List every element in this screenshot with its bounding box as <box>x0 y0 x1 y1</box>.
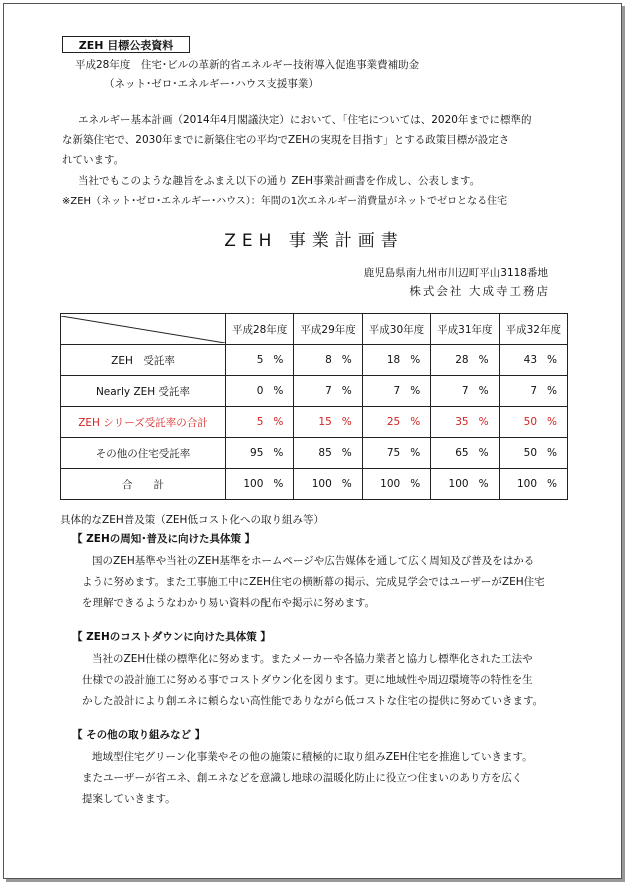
table-cell: 85 % <box>294 438 362 469</box>
table-cell: 75 % <box>362 438 430 469</box>
intro-line: エネルギー基本計画（2014年4月閣議決定）において、「住宅については、2020年までに標準的 <box>78 114 532 126</box>
table-row <box>61 345 568 376</box>
table-cell: 65 % <box>431 438 499 469</box>
table-row-highlight <box>61 407 568 438</box>
section-heading: 【 ZEHの周知･普及に向けた具体策 】 <box>72 533 256 545</box>
diagonal-line <box>61 316 225 343</box>
year-header: 平成28年度 <box>226 314 294 345</box>
section-line: 地域型住宅グリーン化事業やその他の施策に積極的に取り組みZEH住宅を推進していきます。 <box>92 751 533 763</box>
year-header: 平成31年度 <box>431 314 499 345</box>
table-cell: 5 % <box>226 407 294 438</box>
document-tag: ZEH 目標公表資料 <box>62 36 190 53</box>
intro-line: 当社でもこのような趣旨をふまえ以下の通り ZEH事業計画書を作成し、公表します。 <box>78 175 481 187</box>
company-name: 株式会社 大成寺工務店 <box>409 284 550 298</box>
page-title: ZEH 事業計画書 <box>224 231 404 251</box>
zeh-definition-note: ※ZEH（ネット･ゼロ･エネルギー･ハウス）：年間の1次エネルギー消費量がネットでゼロとなる住宅 <box>62 196 508 207</box>
table-cell: 7 % <box>362 376 430 407</box>
table-cell: 100 % <box>362 469 430 500</box>
table-row <box>61 438 568 469</box>
table-cell: 7 % <box>294 376 362 407</box>
table-header-row <box>61 314 568 345</box>
section-line: 提案していきます。 <box>82 793 176 805</box>
company-address: 鹿児島県南九州市川辺町平山3118番地 <box>363 267 548 279</box>
intro-line: な新築住宅で、2030年までに新築住宅の平均でZEHの実現を目指す」とする政策目標が設定さ <box>62 134 510 146</box>
row-label: ZEH 受託率 <box>61 345 226 376</box>
table-cell: 50 % <box>499 407 567 438</box>
section-line: またユーザーが省エネ、創エネなどを意識し地球の温暖化防止に役立つ住まいのあり方を広く <box>82 772 523 784</box>
table-cell: 25 % <box>362 407 430 438</box>
zeh-plan-table <box>60 313 568 500</box>
table-cell: 95 % <box>226 438 294 469</box>
intro-line: れています。 <box>62 154 125 166</box>
table-cell: 100 % <box>499 469 567 500</box>
table-row <box>61 376 568 407</box>
section-heading: 【 その他の取り組みなど 】 <box>72 729 206 741</box>
table-cell: 28 % <box>431 345 499 376</box>
table-row-total <box>61 469 568 500</box>
table-cell: 15 % <box>294 407 362 438</box>
year-header: 平成29年度 <box>294 314 362 345</box>
table-cell: 7 % <box>431 376 499 407</box>
section-line: ように努めます。また工事施工中にZEH住宅の横断幕の掲示、完成見学会ではユーザーがZEH住宅 <box>82 576 545 588</box>
table-cell: 5 % <box>226 345 294 376</box>
row-label: 合 計 <box>61 469 226 500</box>
table-cell: 8 % <box>294 345 362 376</box>
table-cell: 35 % <box>431 407 499 438</box>
section-line: 当社のZEH仕様の標準化に努めます。またメーカーや各協力業者と協力し標準化された工法や <box>92 653 533 665</box>
row-label: Nearly ZEH 受託率 <box>61 376 226 407</box>
year-header: 平成30年度 <box>362 314 430 345</box>
table-cell: 7 % <box>499 376 567 407</box>
section-heading: 【 ZEHのコストダウンに向けた具体策 】 <box>72 631 271 643</box>
policy-heading: 具体的なZEH普及策（ZEH低コスト化への取り組み等） <box>60 514 324 526</box>
table-cell: 100 % <box>226 469 294 500</box>
section-line: を理解できるようなわかり易い資料の配布や掲示に努めます。 <box>82 597 376 609</box>
table-cell: 50 % <box>499 438 567 469</box>
year-header: 平成32年度 <box>499 314 567 345</box>
table-cell: 43 % <box>499 345 567 376</box>
section-line: 仕様での設計施工に努める事でコストダウン化を図ります。更に地域性や周辺環境等の特性を生 <box>82 674 533 686</box>
table-corner-cell <box>61 314 226 345</box>
section-line: かした設計により創エネに頼らない高性能でありながら低コストな住宅の提供に努めていきます。 <box>82 695 544 707</box>
subsidy-title: 平成28年度 住宅･ビルの革新的省エネルギー技術導入促進事業費補助金 <box>75 59 420 71</box>
subsidy-subtitle: （ネット･ゼロ･エネルギー･ハウス支援事業） <box>104 78 319 90</box>
table-cell: 100 % <box>294 469 362 500</box>
table-cell: 100 % <box>431 469 499 500</box>
table-cell: 0 % <box>226 376 294 407</box>
section-line: 国のZEH基準や当社のZEH基準をホームページや広告媒体を通して広く周知及び普及をはかる <box>92 555 535 567</box>
row-label: ZEH シリーズ受託率の合計 <box>61 407 226 438</box>
row-label: その他の住宅受託率 <box>61 438 226 469</box>
table-cell: 18 % <box>362 345 430 376</box>
